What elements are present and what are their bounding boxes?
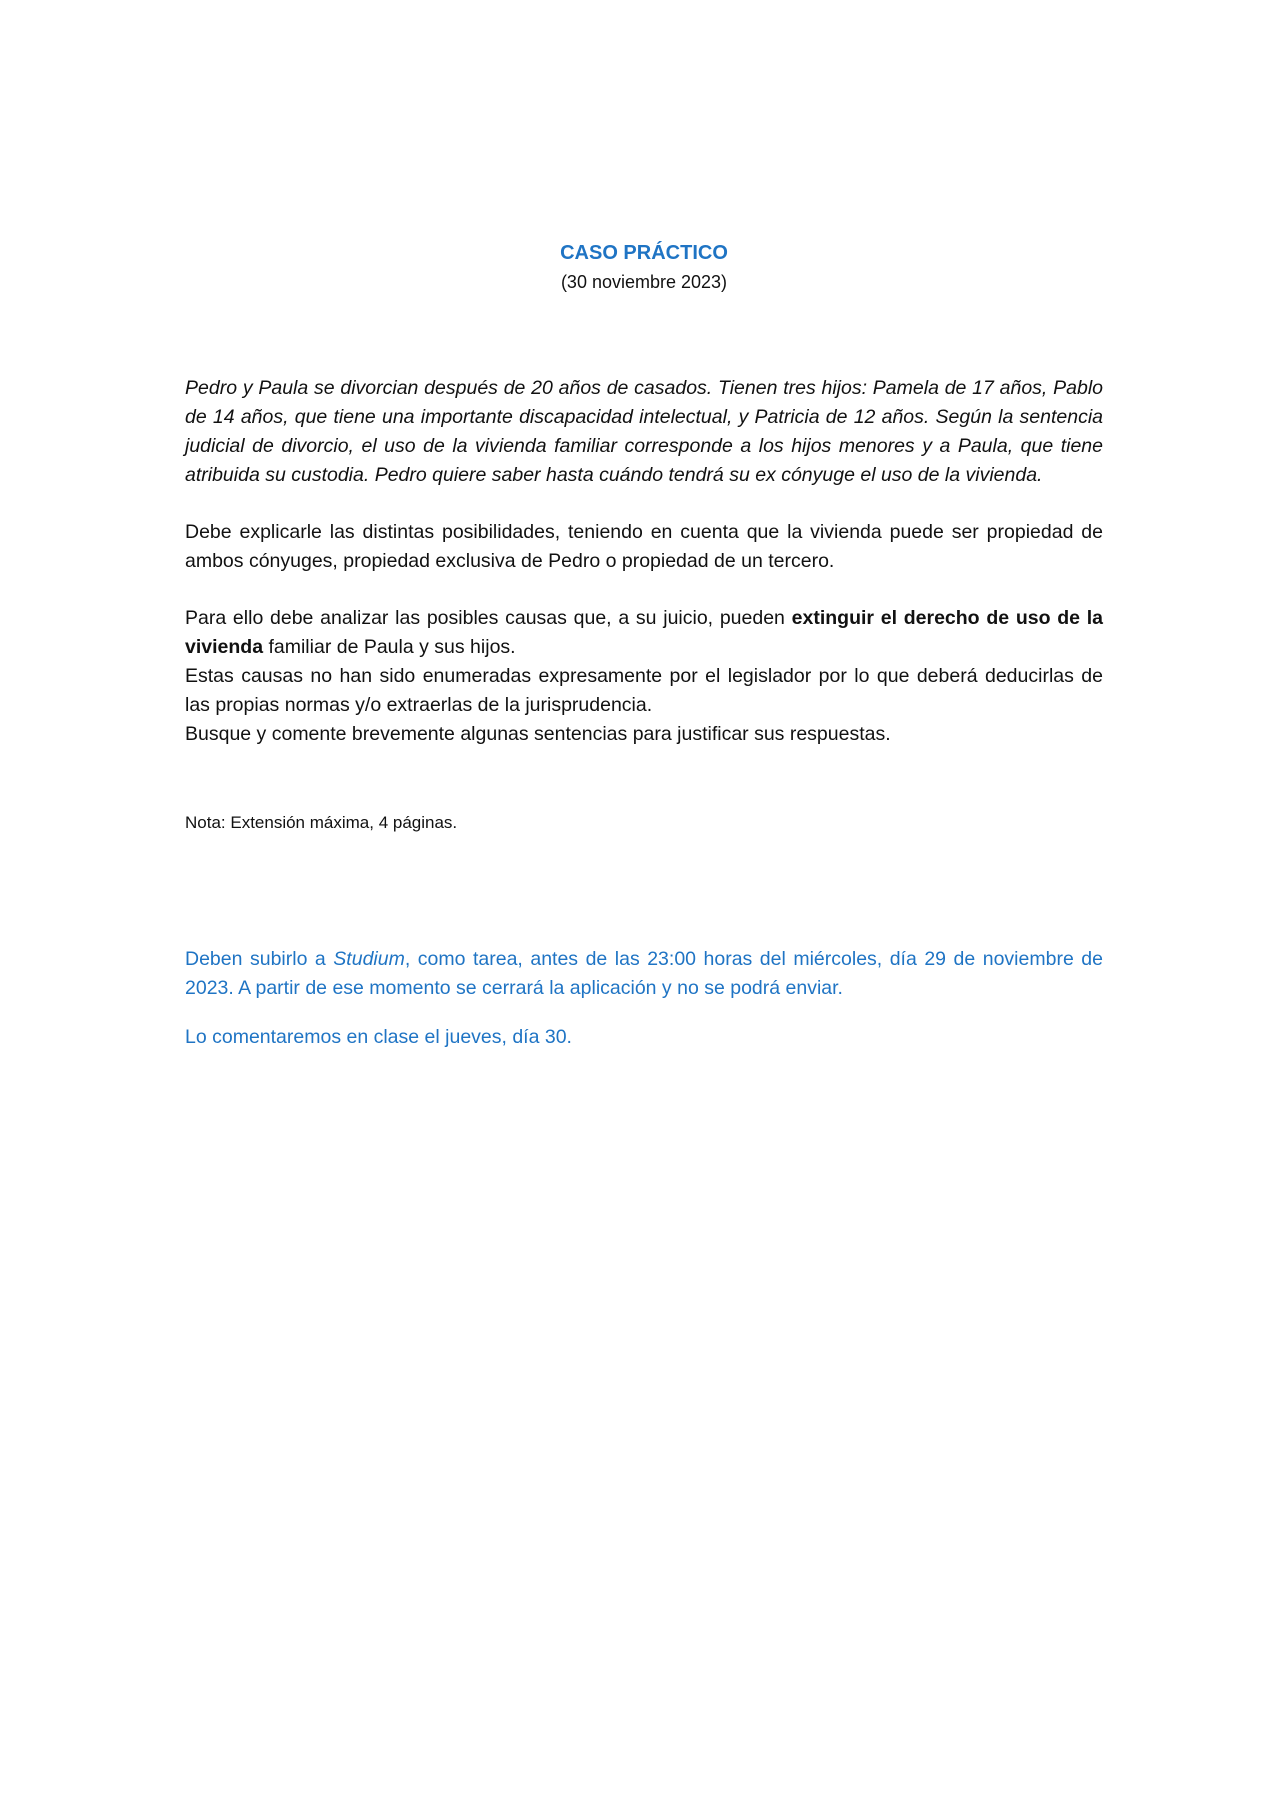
- case-paragraph: Pedro y Paula se divorcian después de 20 años de casados. Tienen tres hijos: Pamela de 17 años, Pablo de 14 años, que tiene una importante discapacidad intelectual, y Patricia de 12 años. Según la sentencia judicial de divorcio, el uso de la vivienda familiar corresponde a los hijos menores y a Paula, que tiene atribuida su custodia. Pedro quiere saber hasta cuándo tendrá su ex cónyuge el uso de la vivienda.: [185, 377, 1103, 486]
- deadline-paragraph: [185, 945, 1103, 1003]
- instruction-paragraph-1: Debe explicarle las distintas posibilidades, teniendo en cuenta que la vivienda puede ser propiedad de ambos cónyuges, propiedad exclusiva de Pedro o propiedad de un tercero.: [185, 521, 1103, 572]
- comment-paragraph: Lo comentaremos en clase el jueves, día 30.: [185, 1026, 572, 1048]
- instruction-block: [185, 604, 1103, 749]
- deadline-pre: Deben subirlo a: [185, 948, 334, 970]
- document-title: CASO PRÁCTICO: [560, 242, 728, 264]
- deadline-post: , como tarea, antes de las 23:00 horas del miércoles, día 29 de noviembre de 2023. A partir de ese momento se cerrará la aplicación y no se podrá enviar.: [185, 948, 1103, 999]
- instruction-2-post: familiar de Paula y sus hijos.: [263, 636, 516, 658]
- length-note: Nota: Extensión máxima, 4 páginas.: [185, 813, 458, 832]
- instruction-2-bold: extinguir el derecho de uso de la vivienda: [185, 607, 1103, 658]
- deadline-platform: Studium: [333, 948, 405, 970]
- document-date: (30 noviembre 2023): [560, 272, 728, 292]
- document-content: [185, 240, 1103, 1052]
- instruction-paragraph-3: Estas causas no han sido enumeradas expresamente por el legislador por lo que deberá deducirlas de las propias normas y/o extraerlas de la jurisprudencia.: [185, 665, 1103, 716]
- instruction-paragraph-4: Busque y comente brevemente algunas sentencias para justificar sus respuestas.: [185, 723, 891, 745]
- instruction-2-pre: Para ello debe analizar las posibles causas que, a su juicio, pueden: [185, 607, 792, 629]
- instruction-paragraph-2: [185, 604, 1103, 662]
